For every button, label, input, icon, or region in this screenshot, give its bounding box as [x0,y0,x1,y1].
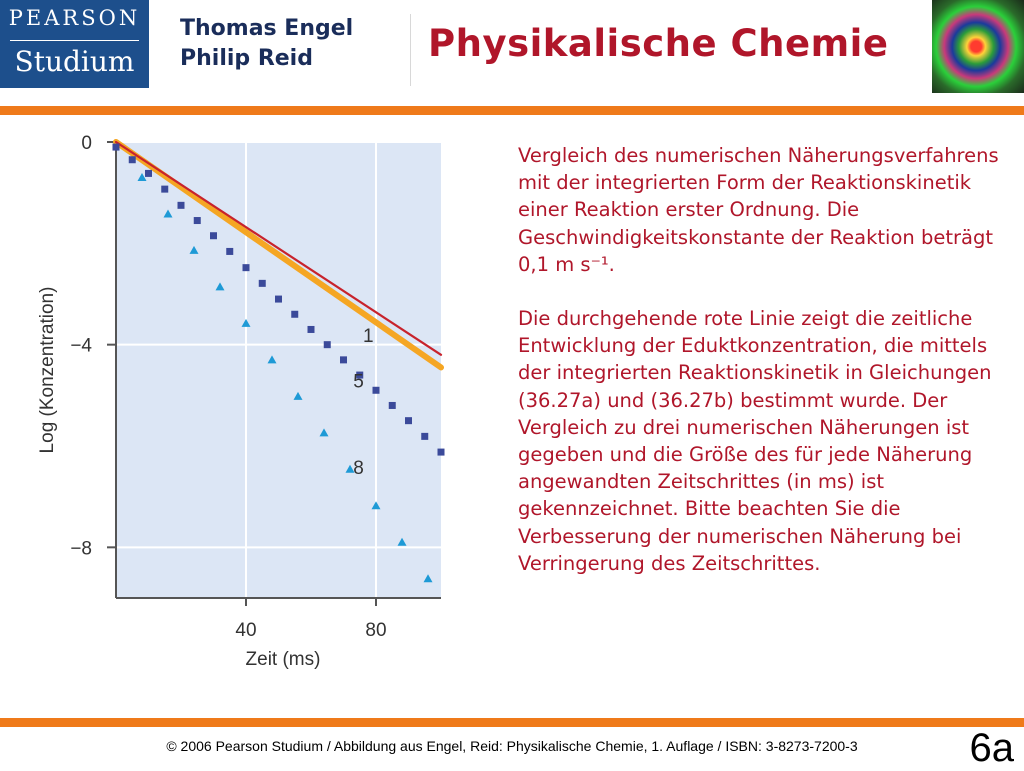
author-2: Philip Reid [180,46,313,71]
series-5-point [194,217,201,224]
series-5-point [113,144,120,151]
x-tick-label: 40 [235,620,257,641]
series-5-point [259,280,266,287]
plot-background [116,142,441,598]
x-axis-label: Zeit (ms) [245,649,321,670]
logo-pearson-text: PEARSON [8,6,141,30]
series-5-point [389,402,396,409]
logo-studium-text: Studium [14,45,135,78]
series-5-point [373,387,380,394]
author-1: Thomas Engel [180,16,354,41]
y-tick-label: −8 [70,538,92,560]
series-5-point [324,341,331,348]
series-5-point [405,417,412,424]
x-tick-label: 80 [365,620,387,641]
series-label-1: 1 [363,326,374,348]
series-5-point [178,202,185,209]
series-5-point [145,170,152,177]
description-text [518,142,1018,577]
series-5-point [438,449,445,456]
footer-credit: © 2006 Pearson Studium / Abbildung aus Engel, Reid: Physikalische Chemie, 1. Auflage / ISBN: 3-8273-7200-3 [166,738,858,754]
bottom-accent-bar [0,718,1024,727]
slide-number: 6a [969,726,1014,770]
series-5-point [308,326,315,333]
series-5-point [291,311,298,318]
series-5-point [340,356,347,363]
description-paragraph-2: Die durchgehende rote Linie zeigt die zeitliche Entwicklung der Eduktkonzentration, die mittels der integrierten Reaktionskinetik in Gleichungen (36.27a) und (36.27b) bestimmt wurde. Der Vergleich zu drei numerischen Näherungen ist gegeben und die Größe des für jede Näherung angewandten Zeitschrittes (in ms) ist gekennzeichnet. Bitte beachten Sie die Verbesserung der numerischen Näherung bei Verringerung des Zeitschrittes. [518,307,992,575]
series-label-5: 5 [353,371,364,393]
y-tick-label: −4 [70,335,92,357]
series-5-point [226,248,233,255]
y-tick-label: 0 [81,133,92,154]
series-5-point [243,264,250,271]
series-5-point [275,296,282,303]
book-title: Physikalische Chemie [428,22,889,65]
series-5-point [129,156,136,163]
description-paragraph-1: Vergleich des numerischen Näherungsverfahrens mit der integrierten Form der Reaktionskinetik einer Reaktion erster Ordnung. Die Geschwindigkeitskonstante der Reaktion beträgt 0,1 m s⁻¹. [518,144,999,276]
series-5-point [421,433,428,440]
series-5-point [210,232,217,239]
y-axis-label: Log (Konzentration) [37,286,58,454]
series-5-point [161,186,168,193]
series-label-8: 8 [353,457,364,479]
